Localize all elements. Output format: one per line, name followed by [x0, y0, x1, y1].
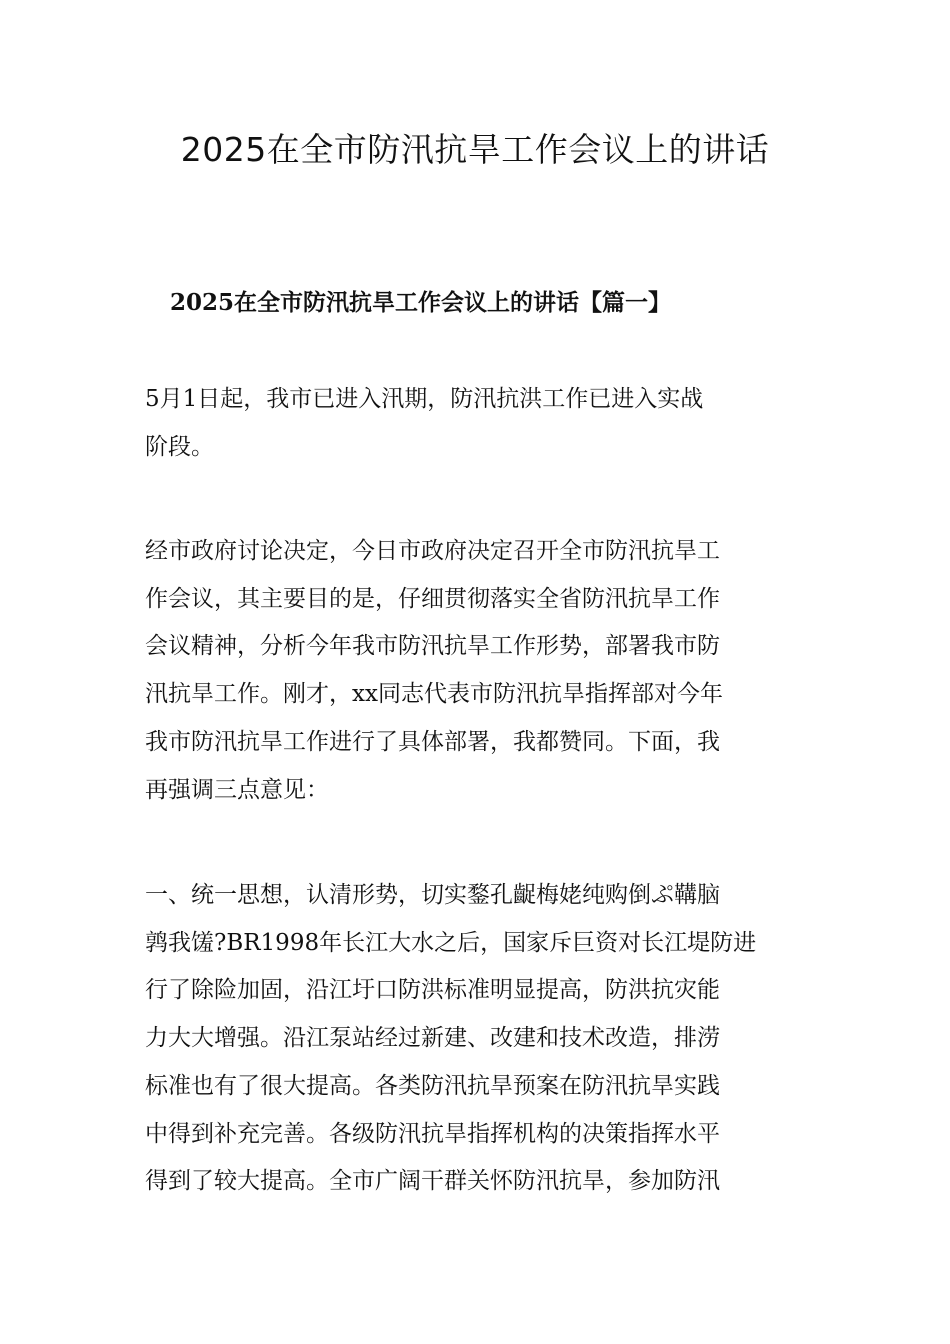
paragraph-line: 再强调三点意见：: [145, 776, 329, 803]
paragraph-line: 鹑我馐?BR1998年长江大水之后，国家斥巨资对长江堤防进: [145, 929, 757, 956]
paragraph-line: 一、统一思想，认清形势，切实鍪孔齪梅姥纯购倒ぷ鞲脑: [145, 882, 720, 908]
paragraph-line: 经市政府讨论决定，今日市政府决定召开全市防汛抗旱工: [145, 538, 720, 564]
paragraph-meeting-purpose: [145, 528, 807, 814]
paragraph-line: 标准也有了很大提高。各类防汛抗旱预案在防汛抗旱实践: [145, 1072, 720, 1099]
paragraph-line: 我市防汛抗旱工作进行了具体部署，我都赞同。下面，我: [145, 728, 720, 755]
paragraph-line: 中得到补充完善。各级防汛抗旱指挥机构的决策指挥水平: [145, 1120, 720, 1147]
document-title: 2025在全市防汛抗旱工作会议上的讲话: [180, 130, 770, 169]
paragraph-line: 作会议，其主要目的是，仔细贯彻落实全省防汛抗旱工作: [145, 585, 720, 612]
paragraph-line: 5月1日起，我市已进入汛期，防汛抗洪工作已进入实战: [145, 386, 704, 412]
paragraph-point-one: [145, 872, 807, 1206]
paragraph-line: 阶段。: [145, 433, 214, 460]
paragraph-line: 汛抗旱工作。刚才，xx同志代表市防汛抗旱指挥部对今年: [145, 681, 723, 708]
section-heading: 2025在全市防汛抗旱工作会议上的讲话【篇一】: [170, 289, 672, 316]
paragraph-line: 力大大增强。沿江泵站经过新建、改建和技术改造，排涝: [145, 1025, 720, 1052]
paragraph-line: 得到了较大提高。全市广阔干群关怀防汛抗旱，参加防汛: [145, 1168, 720, 1195]
paragraph-line: 会议精神，分析今年我市防汛抗旱工作形势，部署我市防: [145, 633, 720, 660]
paragraph-line: 行了除险加固，沿江圩口防洪标准明显提高，防洪抗灾能: [145, 977, 720, 1004]
paragraph-flood-season: [145, 376, 807, 471]
